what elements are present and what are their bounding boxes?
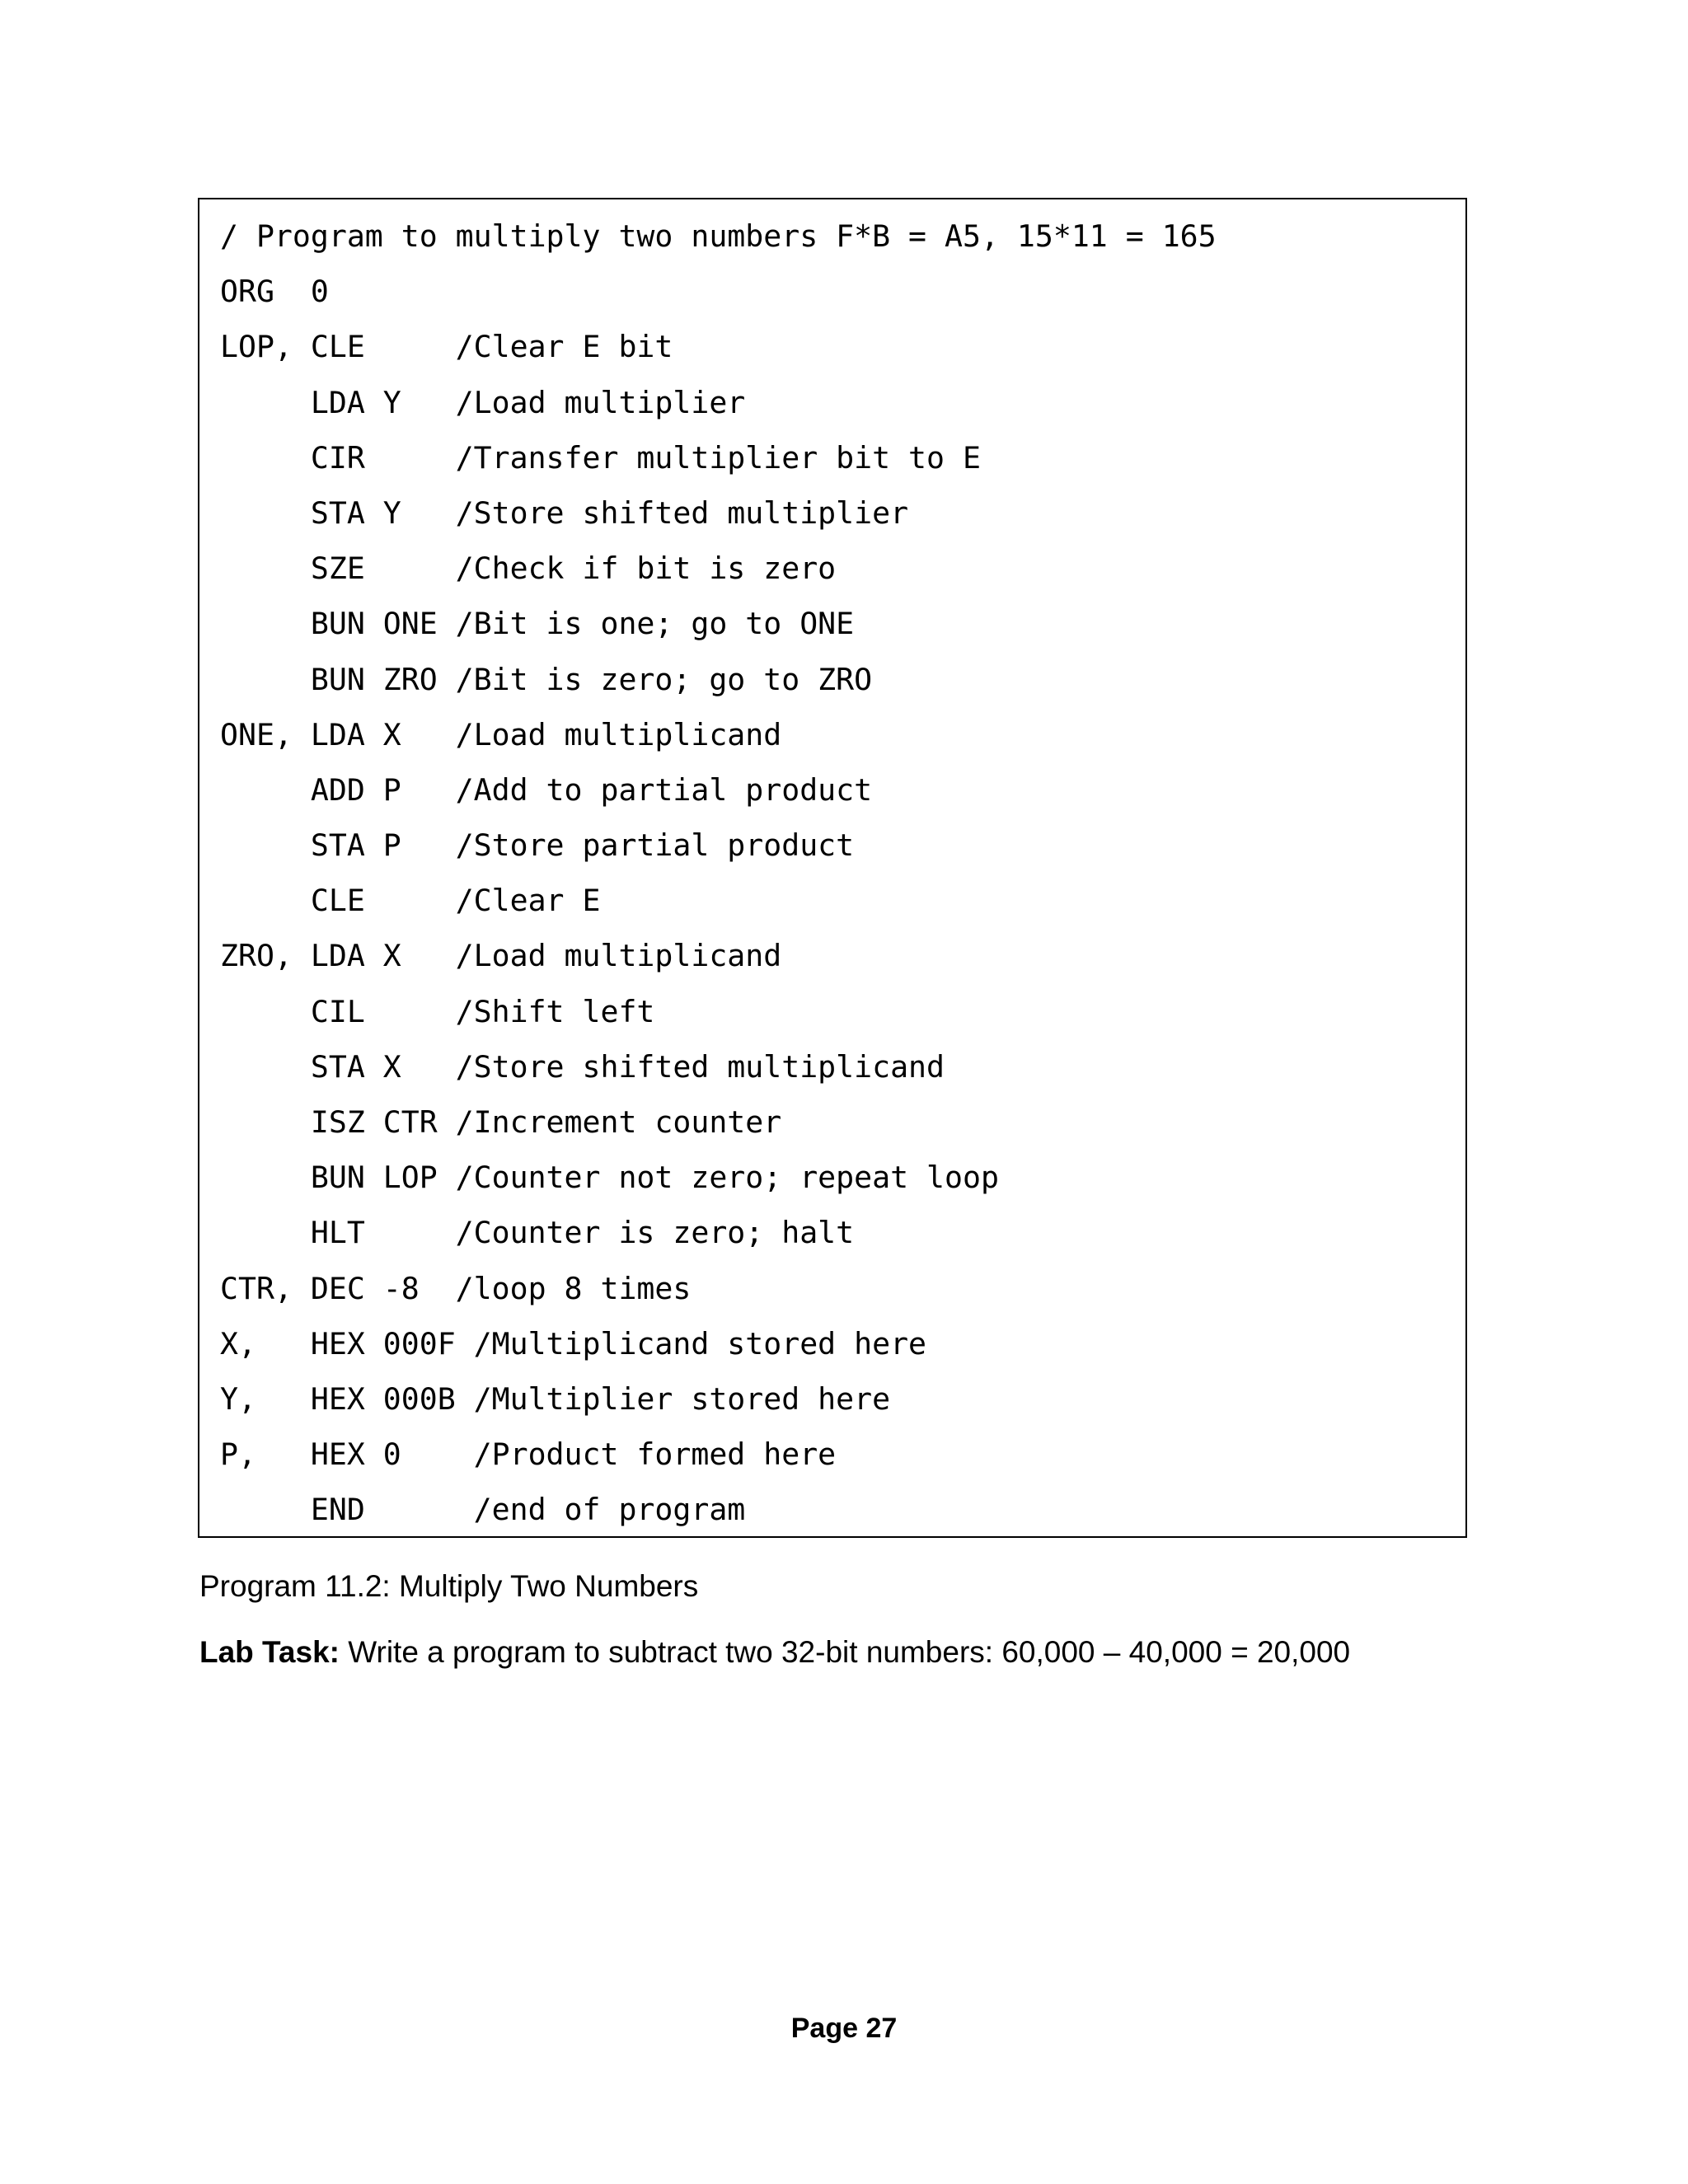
- code-line: / Program to multiply two numbers F*B = A5, 15*11 = 165: [220, 218, 1217, 254]
- code-line: ADD P /Add to partial product: [220, 771, 873, 808]
- code-line: STA Y /Store shifted multiplier: [220, 494, 909, 531]
- code-line: ONE, LDA X /Load multiplicand: [220, 716, 782, 752]
- code-line: Y, HEX 000B /Multiplier stored here: [220, 1380, 891, 1417]
- code-line: ORG 0: [220, 274, 329, 310]
- code-line: ISZ CTR /Increment counter: [220, 1104, 782, 1140]
- lab-task: [199, 1632, 1350, 1673]
- lab-task-text: Write a program to subtract two 32-bit numbers: 60,000 – 40,000 = 20,000: [339, 1635, 1351, 1669]
- code-line: BUN ZRO /Bit is zero; go to ZRO: [220, 661, 873, 697]
- code-listing: [198, 198, 1467, 1538]
- code-line: LDA Y /Load multiplier: [220, 384, 746, 420]
- code-line: X, HEX 000F /Multiplicand stored here: [220, 1325, 927, 1361]
- page-number: Page 27: [790, 2013, 898, 2044]
- code-line: CIL /Shift left: [220, 993, 655, 1029]
- code-line: CTR, DEC -8 /loop 8 times: [220, 1270, 692, 1306]
- code-line: HLT /Counter is zero; halt: [220, 1215, 855, 1251]
- code-line: ZRO, LDA X /Load multiplicand: [220, 938, 782, 974]
- code-line: STA P /Store partial product: [220, 827, 855, 864]
- program-caption: Program 11.2: Multiply Two Numbers: [199, 1569, 699, 1603]
- code-line: STA X /Store shifted multiplicand: [220, 1048, 945, 1085]
- code-line: BUN ONE /Bit is one; go to ONE: [220, 606, 855, 642]
- code-line: CIR /Transfer multiplier bit to E: [220, 439, 981, 476]
- code-line: SZE /Check if bit is zero: [220, 551, 837, 587]
- code-line: END /end of program: [220, 1492, 746, 1528]
- code-line: CLE /Clear E: [220, 883, 601, 919]
- code-line: LOP, CLE /Clear E bit: [220, 329, 673, 365]
- code-line: BUN LOP /Counter not zero; repeat loop: [220, 1160, 999, 1196]
- lab-task-label: Lab Task:: [199, 1635, 340, 1669]
- code-line: P, HEX 0 /Product formed here: [220, 1436, 837, 1473]
